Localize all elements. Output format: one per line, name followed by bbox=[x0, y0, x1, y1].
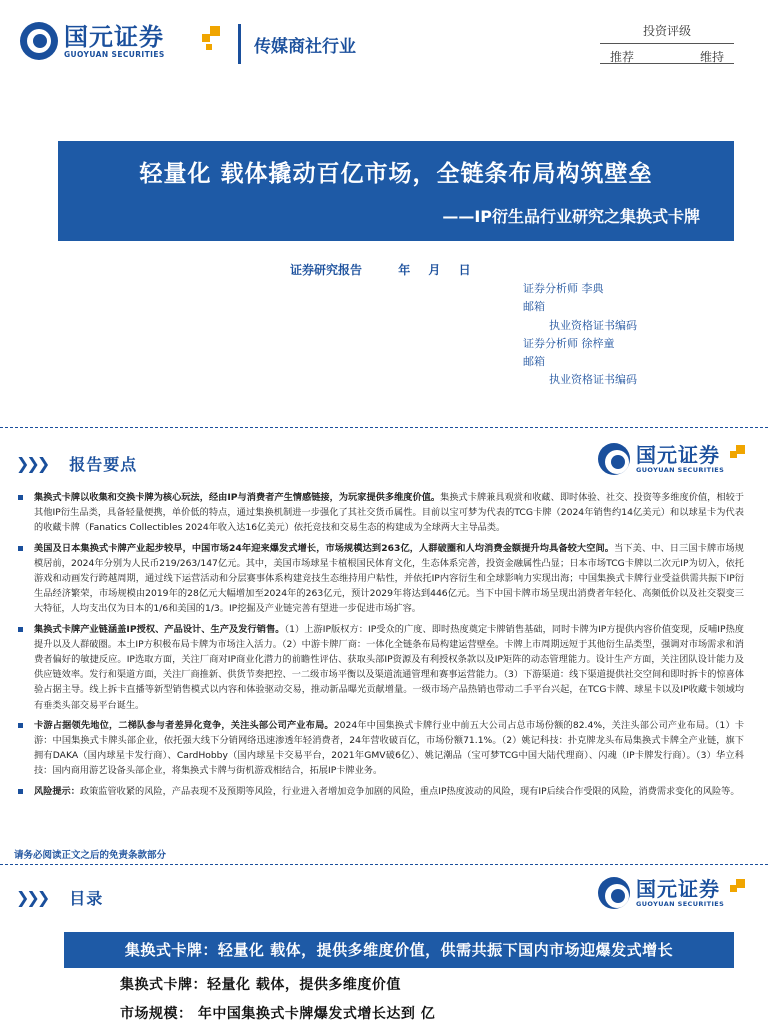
bullet-icon bbox=[18, 546, 23, 551]
company-name-cn: 国元证券 bbox=[64, 22, 164, 51]
company-name-en: GUOYUAN SECURITIES bbox=[636, 466, 725, 474]
bullet-icon bbox=[18, 789, 23, 794]
bullet-icon bbox=[18, 627, 23, 632]
analyst-email: 邮箱 bbox=[523, 300, 545, 314]
company-name-en: GUOYUAN SECURITIES bbox=[64, 49, 165, 59]
section-divider bbox=[0, 427, 768, 428]
list-item: 集换式卡牌产业链涵盖IP授权、产品设计、生产及发行销售。（1）上游IP版权方：IP受众的广度、即时热度奠定卡牌销售基础，同时卡牌为IP方提供内容价值变现，反哺IP热度提升以及人群破圈。本土IP方积极布局卡牌为市场注入活力。（2）中游卡牌厂商：一体化全链条布局构建运营壁垒。卡牌上市周期远短于其他衍生品类型，强调对市场需求和消费者偏好的敏捷反应。IP选取方面，关注厂商对IP商业化潜力的前瞻性评估、获取头部IP资源及有利授权条款以及IP矩阵的动态管理能力。设计生产方面，关注团队设计能力及供应链效率。发行和渠道方面，关注厂商推新、供货节奏把控、一二级市场平衡以及渠道流通管理和赛事运营能力。（3）下游渠道：线下渠道提供社交空间和即时拆卡的惊喜体验占据主导。线上拆卡直播等新型销售模式以内容和体验驱动交易，推动新品曝光贡献增量。一级市场产品热销也带动二手平台兴起，在TCG卡牌、球星卡以及IP收藏卡领域均有垂类头部交易平台诞生。 bbox=[18, 622, 744, 713]
report-year: 年 bbox=[398, 263, 411, 277]
list-item: 卡游占据领先地位，二梯队参与者差异化竞争，关注头部公司产业布局。2024年中国集换式卡牌行业中前五大公司占总市场份额的82.4%，关注头部公司产业布局。（1）卡游：中国集换式卡牌头部企业，依托强大线下分销网络迅速渗透年轻消费者，24年营收破百亿，市场份额71.1%。（2）姚记科技：扑克牌龙头布局集换式卡牌全产业链，旗下拥有DAKA（国内球星卡发行商）、CardHobby（国内球星卡交易平台，2021年GMV破6亿）、姚记潮品（宝可梦TCG中国大陆代理商）、闪魂（IP卡牌发行商）。（3）华立科技：国内商用游艺设备头部企业，将集换式卡牌与街机游戏相结合，拓展IP卡牌业务。 bbox=[18, 718, 744, 779]
title-banner bbox=[58, 141, 734, 241]
toc-chapter-1[interactable]: 集换式卡牌：轻量化 载体，提供多维度价值，供需共振下国内市场迎爆发式增长 bbox=[64, 932, 734, 968]
report-day: 日 bbox=[458, 263, 471, 277]
analyst-email: 邮箱 bbox=[523, 355, 545, 369]
section-divider bbox=[0, 864, 768, 865]
report-title: 轻量化 载体撬动百亿市场，全链条布局构筑壁垒 bbox=[139, 161, 653, 187]
summary-heading: 报告要点 bbox=[69, 455, 138, 474]
list-item: 美国及日本集换式卡牌产业起步较早，中国市场24年迎来爆发式增长，市场规模达到263亿，人群破圈和人均消费金额提升均具备较大空间。当下美、中、日三国卡牌市场规模居前，2024年分别为人民币219/263/147亿元。其中，美国市场球星卡植根国民体育文化，生态体系完善，投资金融属性凸显；日本市场TCG卡牌以二次元IP为切入，依托游戏和动画发行跨越周期，通过线下运营活动和分层赛事体系构建竞技生态维持用户粘性，并依托IP内容衍生和全球影响力实现出海；中国集换式卡牌行业受益供需共振下IP衍生品经济繁荣，市场规模由2019年的28亿元大幅增加至2024年的263亿元，预计2029年将达到446亿元。当下中国卡牌市场呈现出消费者年轻化、高频低价以及社交裂变三大特征，人均支出仅为日本的1/6和美国的1/3。IP挖掘及产业链完善有望进一步促进市场扩容。 bbox=[18, 541, 744, 617]
chevrons-icon: ❯❯❯ bbox=[16, 454, 48, 473]
toc-item[interactable]: 市场规模： 年中国集换式卡牌爆发式增长达到 亿 bbox=[120, 1006, 436, 1022]
logo-mark-icon bbox=[598, 443, 630, 475]
company-name-cn: 国元证券 bbox=[636, 877, 720, 901]
toc-header bbox=[16, 886, 103, 909]
list-item: 集换式卡牌以收集和交换卡牌为核心玩法，经由IP与消费者产生情感链接，为玩家提供多维度价值。集换式卡牌兼具观赏和收藏、即时体验、社交、投资等多维度价值，相较于其他IP衍生品类，具备轻量便携，单价低的特点，通过集换机制进一步强化了其社交货币属性。目前以宝可梦为代表的TCG卡牌（2024年销售约14亿美元）和以球星卡为代表的收藏卡牌（Fanatics Collectibles 2024年收入达16亿美元）依托竞技和交易生态的构建成为全球两大主导品类。 bbox=[18, 490, 744, 536]
analyst-cert: 执业资格证书编码 bbox=[549, 373, 637, 387]
logo-mark-icon bbox=[20, 22, 58, 60]
analyst-name: 证券分析师 李典 bbox=[523, 282, 604, 295]
report-month: 月 bbox=[428, 263, 441, 277]
bullet-icon bbox=[18, 723, 23, 728]
logo-mark-icon bbox=[598, 877, 630, 909]
rating-box bbox=[600, 22, 734, 65]
company-name-en: GUOYUAN SECURITIES bbox=[636, 900, 725, 908]
header-divider bbox=[238, 24, 241, 64]
toc-item[interactable]: 集换式卡牌：轻量化 载体，提供多维度价值 bbox=[120, 977, 401, 993]
report-subtitle: ——IP衍生品行业研究之集换式卡牌 bbox=[442, 207, 700, 226]
company-logo bbox=[598, 443, 724, 475]
bullet-icon bbox=[18, 495, 23, 500]
analyst-cert: 执业资格证书编码 bbox=[549, 318, 637, 332]
company-logo bbox=[20, 22, 165, 60]
rating-rule bbox=[600, 63, 734, 64]
rating-title: 投资评级 bbox=[600, 22, 734, 44]
company-logo bbox=[598, 877, 724, 909]
analyst-name: 证券分析师 徐梓童 bbox=[523, 336, 615, 350]
report-type: 证券研究报告 bbox=[290, 263, 363, 277]
summary-header bbox=[16, 452, 137, 475]
rating-value: 推荐 bbox=[610, 50, 635, 64]
industry-label: 传媒商社行业 bbox=[254, 37, 356, 57]
report-meta bbox=[290, 261, 485, 278]
list-item: 风险提示：政策监管收紧的风险，产品表现不及预期等风险，行业进入者增加竞争加剧的风险，重点IP热度波动的风险，现有IP后续合作受限的风险，消费需求变化的风险等。 bbox=[18, 784, 744, 799]
disclaimer: 请务必阅读正文之后的免责条款部分 bbox=[14, 850, 167, 861]
chevrons-icon: ❯❯❯ bbox=[16, 888, 48, 907]
company-name-cn: 国元证券 bbox=[636, 443, 720, 467]
analyst-list bbox=[523, 280, 637, 390]
toc-heading: 目录 bbox=[69, 889, 104, 908]
rating-status: 维持 bbox=[699, 50, 724, 64]
key-points bbox=[18, 490, 744, 804]
